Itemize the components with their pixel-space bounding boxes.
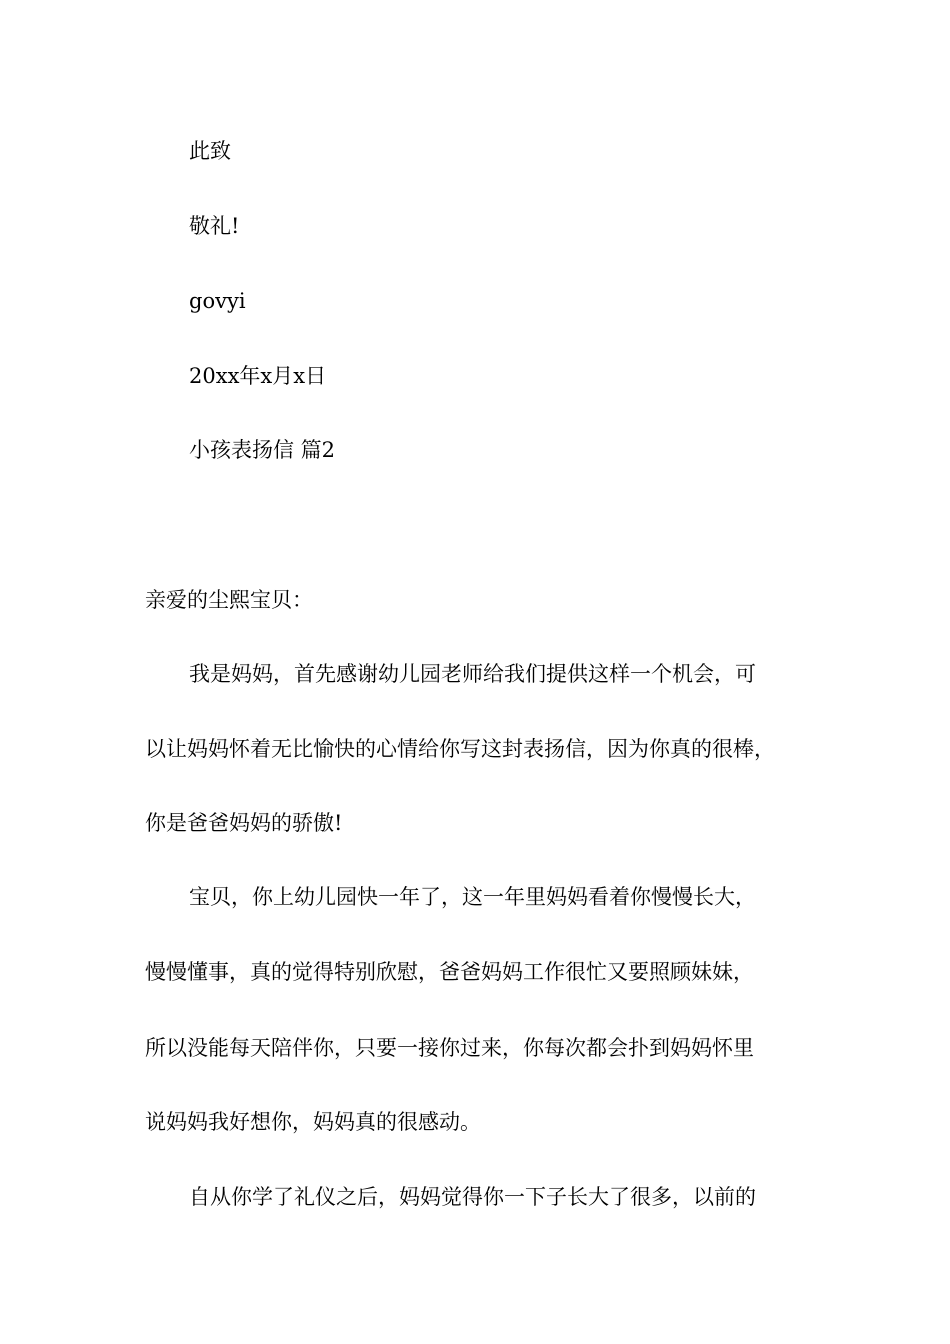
paragraph-2-line-1: 宝贝，你上幼儿园快一年了，这一年里妈妈看着你慢慢长大， <box>189 885 756 909</box>
paragraph-1-line-1: 我是妈妈，首先感谢幼儿园老师给我们提供这样一个机会，可 <box>189 662 756 686</box>
paragraph-2-line-4: 说妈妈我好想你，妈妈真的很感动。 <box>145 1110 481 1134</box>
paragraph-3-line-1: 自从你学了礼仪之后，妈妈觉得你一下子长大了很多，以前的 <box>189 1185 756 1209</box>
paragraph-2-line-2: 慢慢懂事，真的觉得特别欣慰，爸爸妈妈工作很忙又要照顾妹妹， <box>145 960 754 984</box>
salutation: 亲爱的尘熙宝贝： <box>145 588 313 612</box>
paragraph-1-line-2: 以让妈妈怀着无比愉快的心情给你写这封表扬信，因为你真的很棒， <box>145 737 775 761</box>
section-heading: 小孩表扬信 篇2 <box>189 438 336 462</box>
paragraph-2-line-3: 所以没能每天陪伴你，只要一接你过来，你每次都会扑到妈妈怀里 <box>145 1036 754 1060</box>
closing-line-2: 敬礼! <box>189 214 240 238</box>
closing-line-1: 此致 <box>189 139 231 163</box>
paragraph-1-line-3: 你是爸爸妈妈的骄傲! <box>145 811 343 835</box>
date-line: 20xx年x月x日 <box>189 364 327 388</box>
signature: govyi <box>189 289 246 313</box>
